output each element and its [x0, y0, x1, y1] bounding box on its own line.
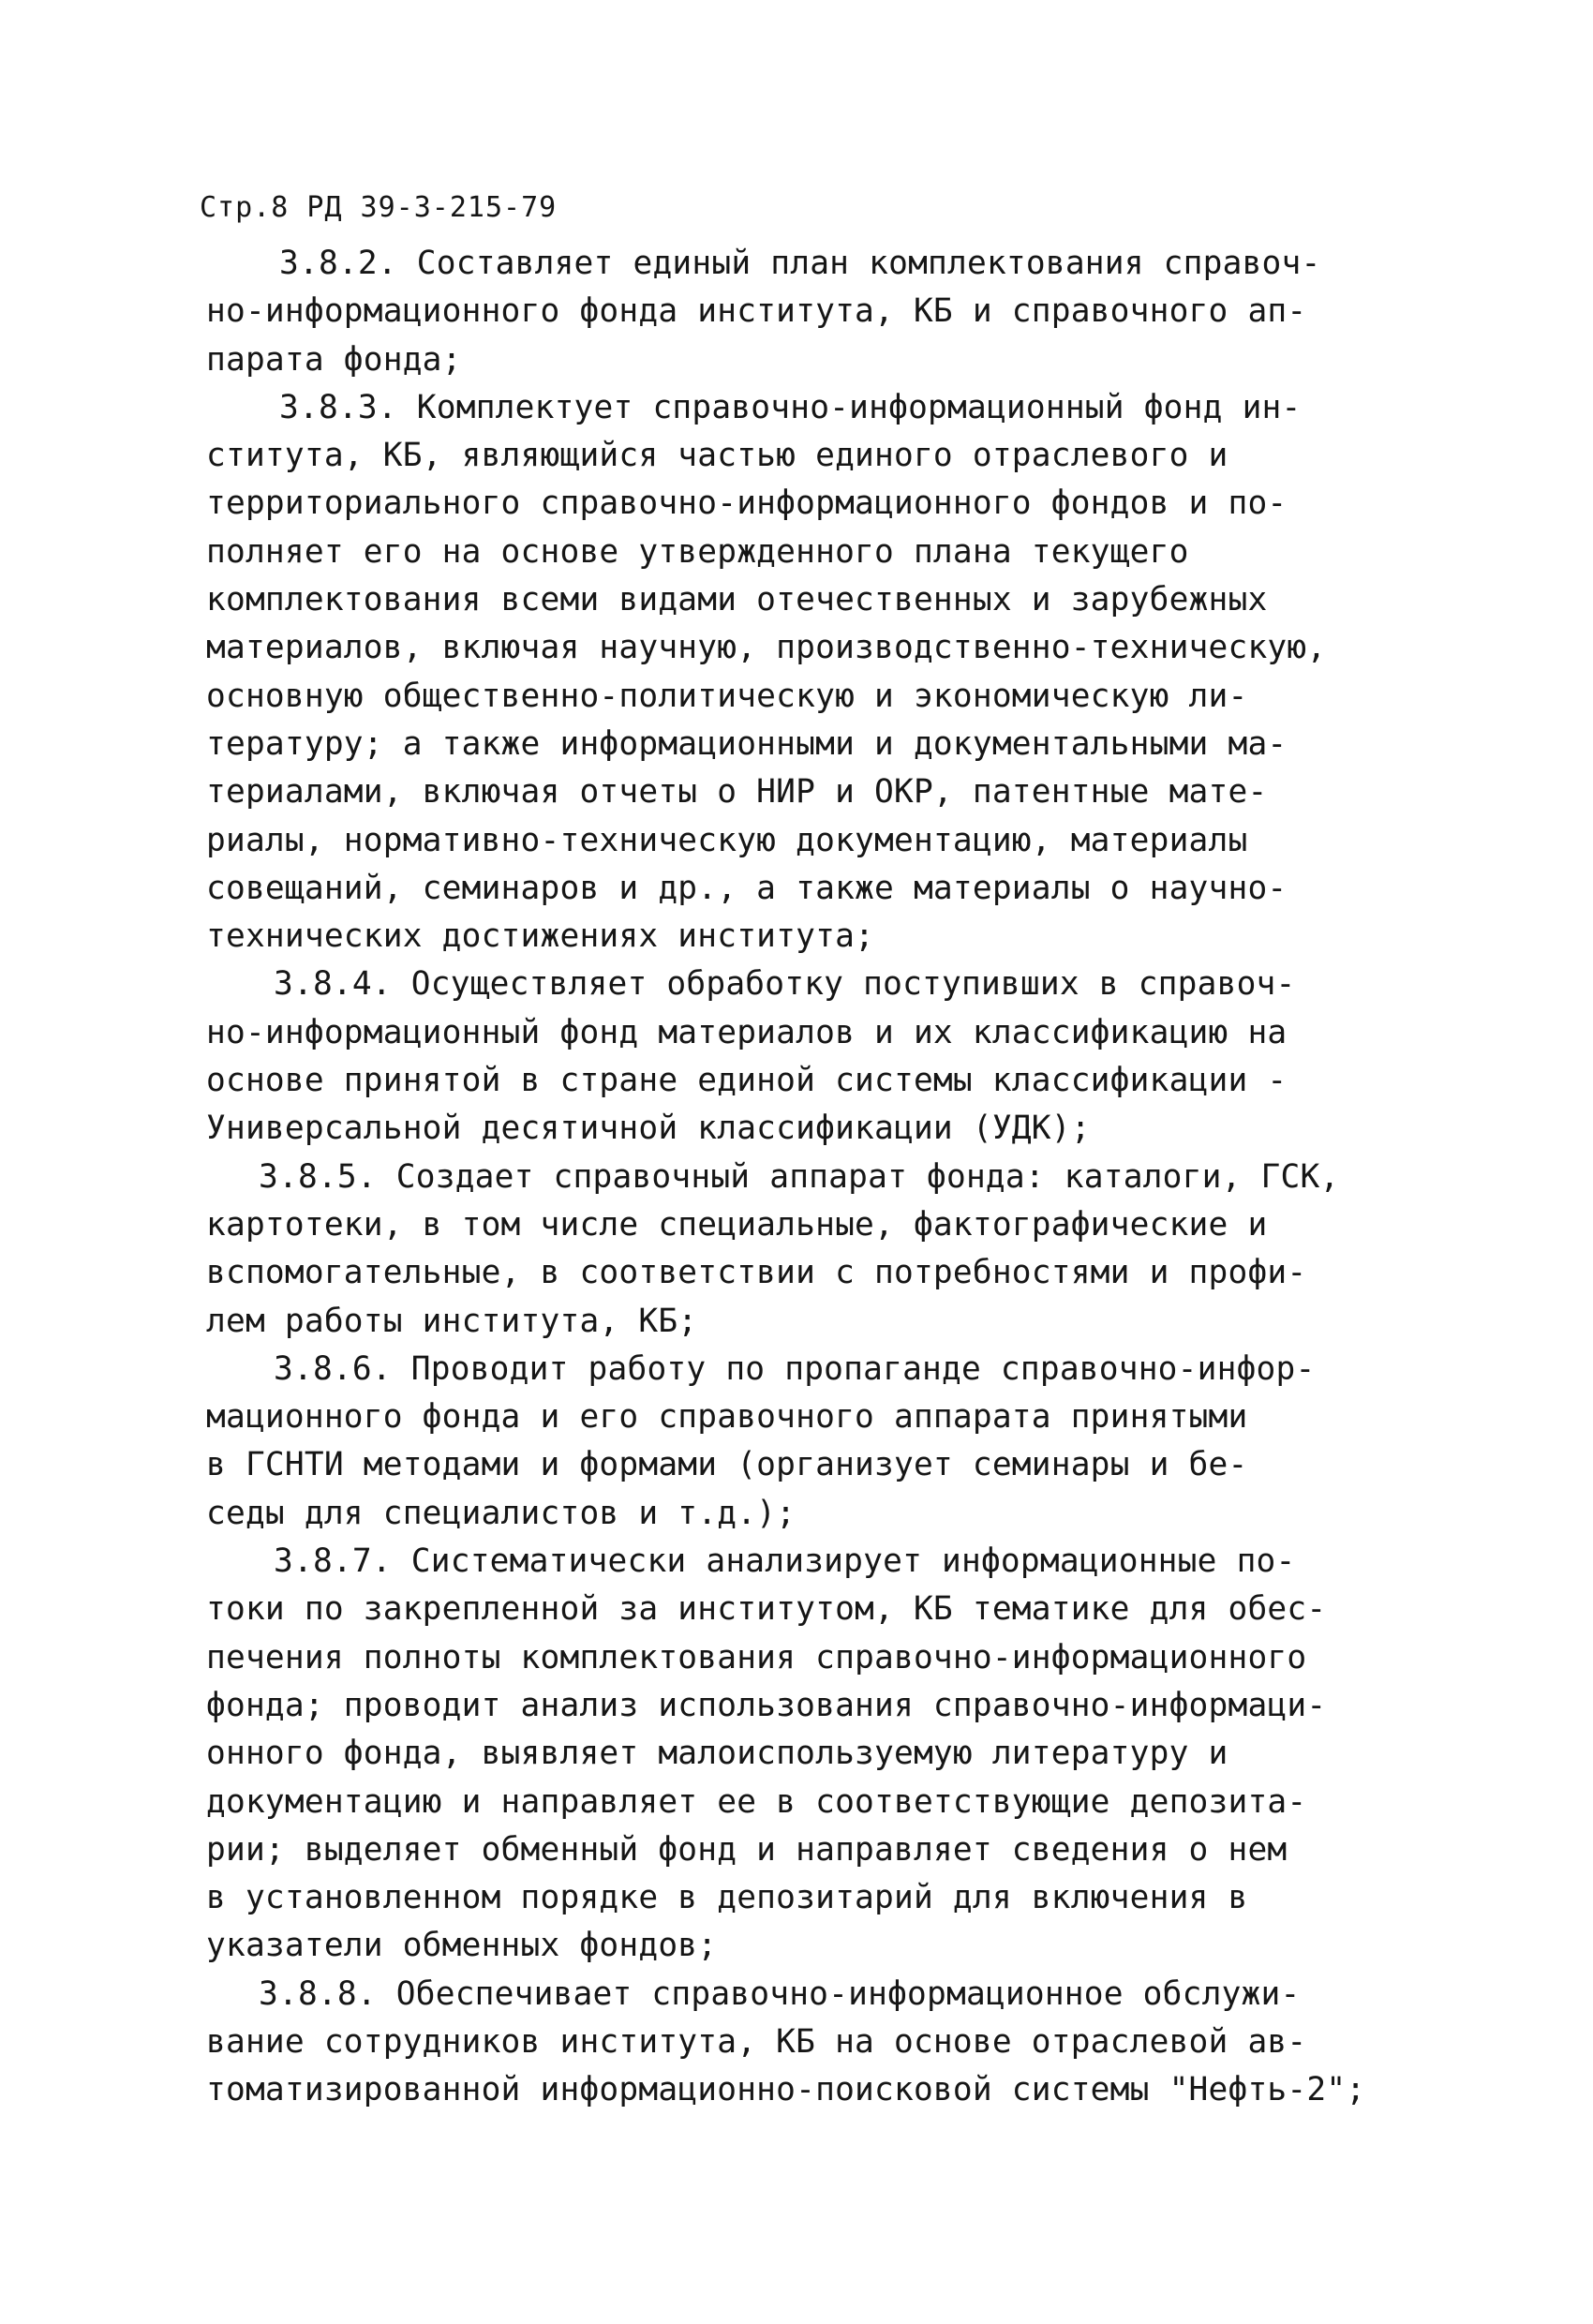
text-line: онного фонда, выявляет малоиспользуемую литературу и [206, 1735, 1228, 1773]
text-line: печения полноты комплектования справочно-информационного [206, 1638, 1307, 1676]
text-line: токи по закрепленной за институтом, КБ тематике для обес- [206, 1590, 1327, 1629]
text-line: в ГСНТИ методами и формами (организует семинары и бе- [206, 1446, 1248, 1484]
text-line: тературу; а также информационными и документальными ма- [206, 724, 1288, 763]
text-line: но-информационный фонд материалов и их классификацию на [206, 1013, 1288, 1051]
text-line: технических достижениях института; [206, 917, 875, 956]
text-line: совещаний, семинаров и др., а также материалы о научно- [206, 869, 1288, 907]
document-body [206, 240, 1462, 2115]
text-line: указатели обменных фондов; [206, 1927, 718, 1965]
text-line: 3.8.6. Проводит работу по пропаганде справочно-инфор- [274, 1349, 1316, 1388]
text-line: 3.8.8. Обеспечивает справочно-информационное обслужи- [259, 1974, 1301, 2013]
text-line: Универсальной десятичной классификации (УДК); [206, 1110, 1091, 1148]
text-line: 3.8.3. Комплектует справочно-информационный фонд ин- [279, 388, 1302, 426]
text-line: полняет его на основе утвержденного плана текущего [206, 532, 1189, 571]
text-line: фонда; проводит анализ использования справочно-информаци- [206, 1686, 1327, 1724]
text-line: 3.8.7. Систематически анализирует информационные по- [274, 1542, 1296, 1581]
text-line: парата фонда; [206, 340, 462, 379]
text-line: основную общественно-политическую и экономическую ли- [206, 677, 1248, 715]
text-line: рии; выделяет обменный фонд и направляет сведения о нем [206, 1830, 1288, 1869]
text-line: 3.8.4. Осуществляет обработку поступивших в справоч- [274, 965, 1296, 1004]
text-line: риалы, нормативно-техническую документацию, материалы [206, 821, 1248, 859]
text-line: документацию и направляет ее в соответствующие депозита- [206, 1782, 1307, 1821]
text-line: 3.8.5. Создает справочный аппарат фонда: каталоги, ГСК, [259, 1157, 1340, 1196]
text-line: лем работы института, КБ; [206, 1302, 698, 1340]
text-line: территориального справочно-информационного фондов и по- [206, 484, 1288, 523]
text-line: томатизированной информационно-поисковой системы "Нефть-2"; [206, 2071, 1366, 2109]
text-line: вание сотрудников института, КБ на основе отраслевой ав- [206, 2022, 1307, 2061]
text-line: мационного фонда и его справочного аппарата принятыми [206, 1398, 1248, 1437]
text-line: комплектования всеми видами отечественных и зарубежных [206, 581, 1268, 619]
text-line: картотеки, в том числе специальные, фактографические и [206, 1205, 1268, 1244]
text-line: териалами, включая отчеты о НИР и ОКР, патентные мате- [206, 773, 1268, 812]
text-line: основе принятой в стране единой системы классификации - [206, 1062, 1288, 1100]
text-line: в установленном порядке в депозитарий для включения в [206, 1879, 1248, 1917]
text-line: седы для специалистов и т.д.); [206, 1494, 796, 1532]
text-line: 3.8.2. Составляет единый план комплектования справоч- [279, 245, 1321, 282]
page-header: Стр.8 РД 39-3-215-79 [200, 191, 558, 224]
text-line: ститута, КБ, являющийся частью единого отраслевого и [206, 437, 1228, 475]
text-line: материалов, включая научную, производственно-техническую, [206, 629, 1327, 667]
text-line: вспомогательные, в соответствии с потребностями и профи- [206, 1254, 1307, 1292]
text-line: но-информационного фонда института, КБ и справочного ап- [206, 292, 1307, 331]
